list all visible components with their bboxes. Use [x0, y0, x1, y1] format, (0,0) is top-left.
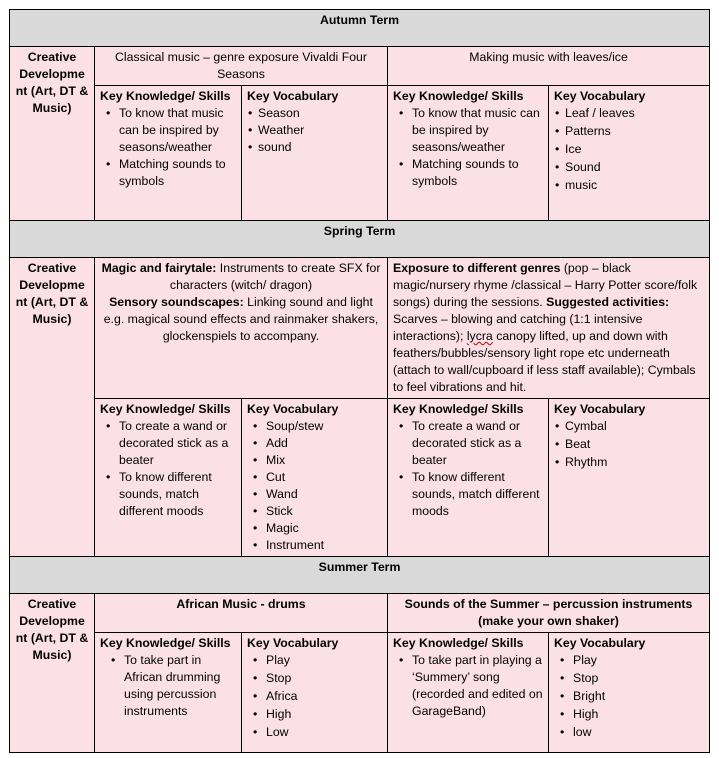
spring-topic-2-bold-b: Suggested activities:: [546, 295, 670, 309]
list-item: • High: [266, 706, 382, 723]
list-item: • Bright: [573, 688, 704, 705]
spring-topic-1-text-a: Instruments to create SFX for characters (witch/ dragon): [169, 261, 381, 292]
list-item: • To know that music can be inspired by seasons/weather: [412, 105, 543, 156]
list-item: • Mix: [266, 452, 382, 469]
list-item: • Season: [258, 105, 382, 122]
list-item: • music: [565, 177, 704, 194]
spring-term-title: Spring Term: [10, 221, 710, 258]
autumn-topic-row: [10, 47, 710, 86]
kv-heading: Key Vocabulary: [247, 89, 339, 103]
spring-topic-1-bold-a: Magic and fairytale:: [101, 261, 217, 275]
list-item: • low: [573, 724, 704, 741]
list-item: • Wand: [266, 486, 382, 503]
kk-heading: Key Knowledge/ Skills: [100, 636, 231, 650]
summer-term-title: Summer Term: [10, 557, 710, 594]
spring-topic-2-text-a: (pop – black magic/nursery rhyme /classical – Harry Potter score/folk songs) during the sessions.: [393, 261, 698, 309]
kk-heading: Key Knowledge/ Skills: [100, 89, 231, 103]
list-item: • Rhythm: [565, 454, 704, 471]
kv-heading: Key Vocabulary: [247, 402, 339, 416]
autumn-topic-1: Classical music – genre exposure Vivaldi Four Seasons: [95, 47, 388, 86]
spring-kv-2-list: [554, 418, 704, 471]
spring-topic-row: [10, 258, 710, 399]
curriculum-table: [9, 9, 710, 753]
kv-heading: Key Vocabulary: [554, 89, 646, 103]
autumn-header-row: [10, 10, 710, 47]
spring-topic-1: [95, 258, 388, 399]
list-item: • Soup/stew: [266, 418, 382, 435]
spring-topic-1-bold-b: Sensory soundscapes:: [109, 295, 244, 309]
summer-area-label: Creative Developme nt (Art, DT & Music): [10, 594, 95, 753]
list-item: • Sound: [565, 159, 704, 176]
spring-topic-2-bold-a: Exposure to different genres: [393, 261, 561, 275]
list-item: • To know that music can be inspired by seasons/weather: [119, 105, 236, 156]
spring-kk-2-list: [393, 418, 543, 520]
list-item: • High: [573, 706, 704, 723]
spring-detail-row: [10, 399, 710, 557]
list-item: • Ice: [565, 141, 704, 158]
spring-kk-1-list: [100, 418, 236, 520]
list-item: • Stick: [266, 503, 382, 520]
summer-kv-2-list: [554, 652, 704, 741]
summer-kv-1-list: [247, 652, 382, 741]
spring-topic-1-text-b: Linking sound and light e.g. magical sound effects and rainmaker shakers, glockenspiels to accompany.: [103, 295, 379, 343]
list-item: • Beat: [565, 436, 704, 453]
summer-kk-1-list: [100, 652, 236, 720]
list-item: • To take part in African drumming using percussion instruments: [124, 652, 236, 720]
list-item: • Cymbal: [565, 418, 704, 435]
summer-topic-2: Sounds of the Summer – percussion instruments (make your own shaker): [388, 594, 710, 633]
autumn-kk-2-list: [393, 105, 543, 190]
kv-heading: Key Vocabulary: [554, 636, 646, 650]
spring-kk-2: [388, 399, 549, 557]
autumn-kv-2: [549, 86, 710, 221]
summer-header-row: [10, 557, 710, 594]
list-item: • Matching sounds to symbols: [412, 156, 543, 190]
list-item: • Leaf / leaves: [565, 105, 704, 122]
list-item: • Matching sounds to symbols: [119, 156, 236, 190]
kv-heading: Key Vocabulary: [247, 636, 339, 650]
kk-heading: Key Knowledge/ Skills: [393, 89, 524, 103]
kk-heading: Key Knowledge/ Skills: [393, 636, 524, 650]
list-item: • Stop: [573, 670, 704, 687]
kk-heading: Key Knowledge/ Skills: [393, 402, 524, 416]
autumn-kv-2-list: [554, 105, 704, 194]
autumn-area-label: Creative Developme nt (Art, DT & Music): [10, 47, 95, 221]
spring-topic-2-text-c: canopy lifted, up and down with feathers/bubbles/sensory light rope etc underneath (attach to wall/cupboard if less staff available); Cymbals to feel vibrations and hit.: [393, 329, 696, 394]
autumn-kk-1-list: [100, 105, 236, 190]
list-item: • Play: [266, 652, 382, 669]
list-item: • Add: [266, 435, 382, 452]
autumn-kv-1: [242, 86, 388, 221]
spring-kv-2: [549, 399, 710, 557]
list-item: • Play: [573, 652, 704, 669]
summer-kk-2-list: [393, 652, 543, 720]
list-item: • To take part in playing a ‘Summery’ song (recorded and edited on GarageBand): [412, 652, 543, 720]
autumn-kk-1: [95, 86, 242, 221]
list-item: • Patterns: [565, 123, 704, 140]
spring-area-label: Creative Developme nt (Art, DT & Music): [10, 258, 95, 557]
summer-detail-row: [10, 633, 710, 753]
list-item: • To know different sounds, match different moods: [119, 469, 236, 520]
kv-heading: Key Vocabulary: [554, 402, 646, 416]
list-item: • sound: [258, 139, 382, 156]
spring-kk-1: [95, 399, 242, 557]
list-item: • Cut: [266, 469, 382, 486]
list-item: • Africa: [266, 688, 382, 705]
spelling-flag-word: lycra: [466, 329, 493, 343]
list-item: • Weather: [258, 122, 382, 139]
autumn-detail-row: [10, 86, 710, 221]
spring-topic-2-text-b: Scarves – blowing and catching (1:1 intensive interactions);: [393, 312, 643, 343]
autumn-topic-2: Making music with leaves/ice: [388, 47, 710, 86]
list-item: • To know different sounds, match different moods: [412, 469, 543, 520]
list-item: • Instrument: [266, 537, 382, 554]
kk-heading: Key Knowledge/ Skills: [100, 402, 231, 416]
autumn-term-title: Autumn Term: [10, 10, 710, 47]
autumn-kk-2: [388, 86, 549, 221]
summer-kk-2: [388, 633, 549, 753]
autumn-kv-1-list: [247, 105, 382, 156]
list-item: • To create a wand or decorated stick as a beater: [412, 418, 543, 469]
list-item: • To create a wand or decorated stick as a beater: [119, 418, 236, 469]
summer-kk-1: [95, 633, 242, 753]
summer-topic-1: African Music - drums: [95, 594, 388, 633]
list-item: • Magic: [266, 520, 382, 537]
spring-header-row: [10, 221, 710, 258]
spring-topic-2: [388, 258, 710, 399]
summer-topic-row: [10, 594, 710, 633]
summer-kv-1: [242, 633, 388, 753]
spring-kv-1: [242, 399, 388, 557]
spring-kv-1-list: [247, 418, 382, 554]
list-item: • Low: [266, 724, 382, 741]
summer-kv-2: [549, 633, 710, 753]
list-item: • Stop: [266, 670, 382, 687]
